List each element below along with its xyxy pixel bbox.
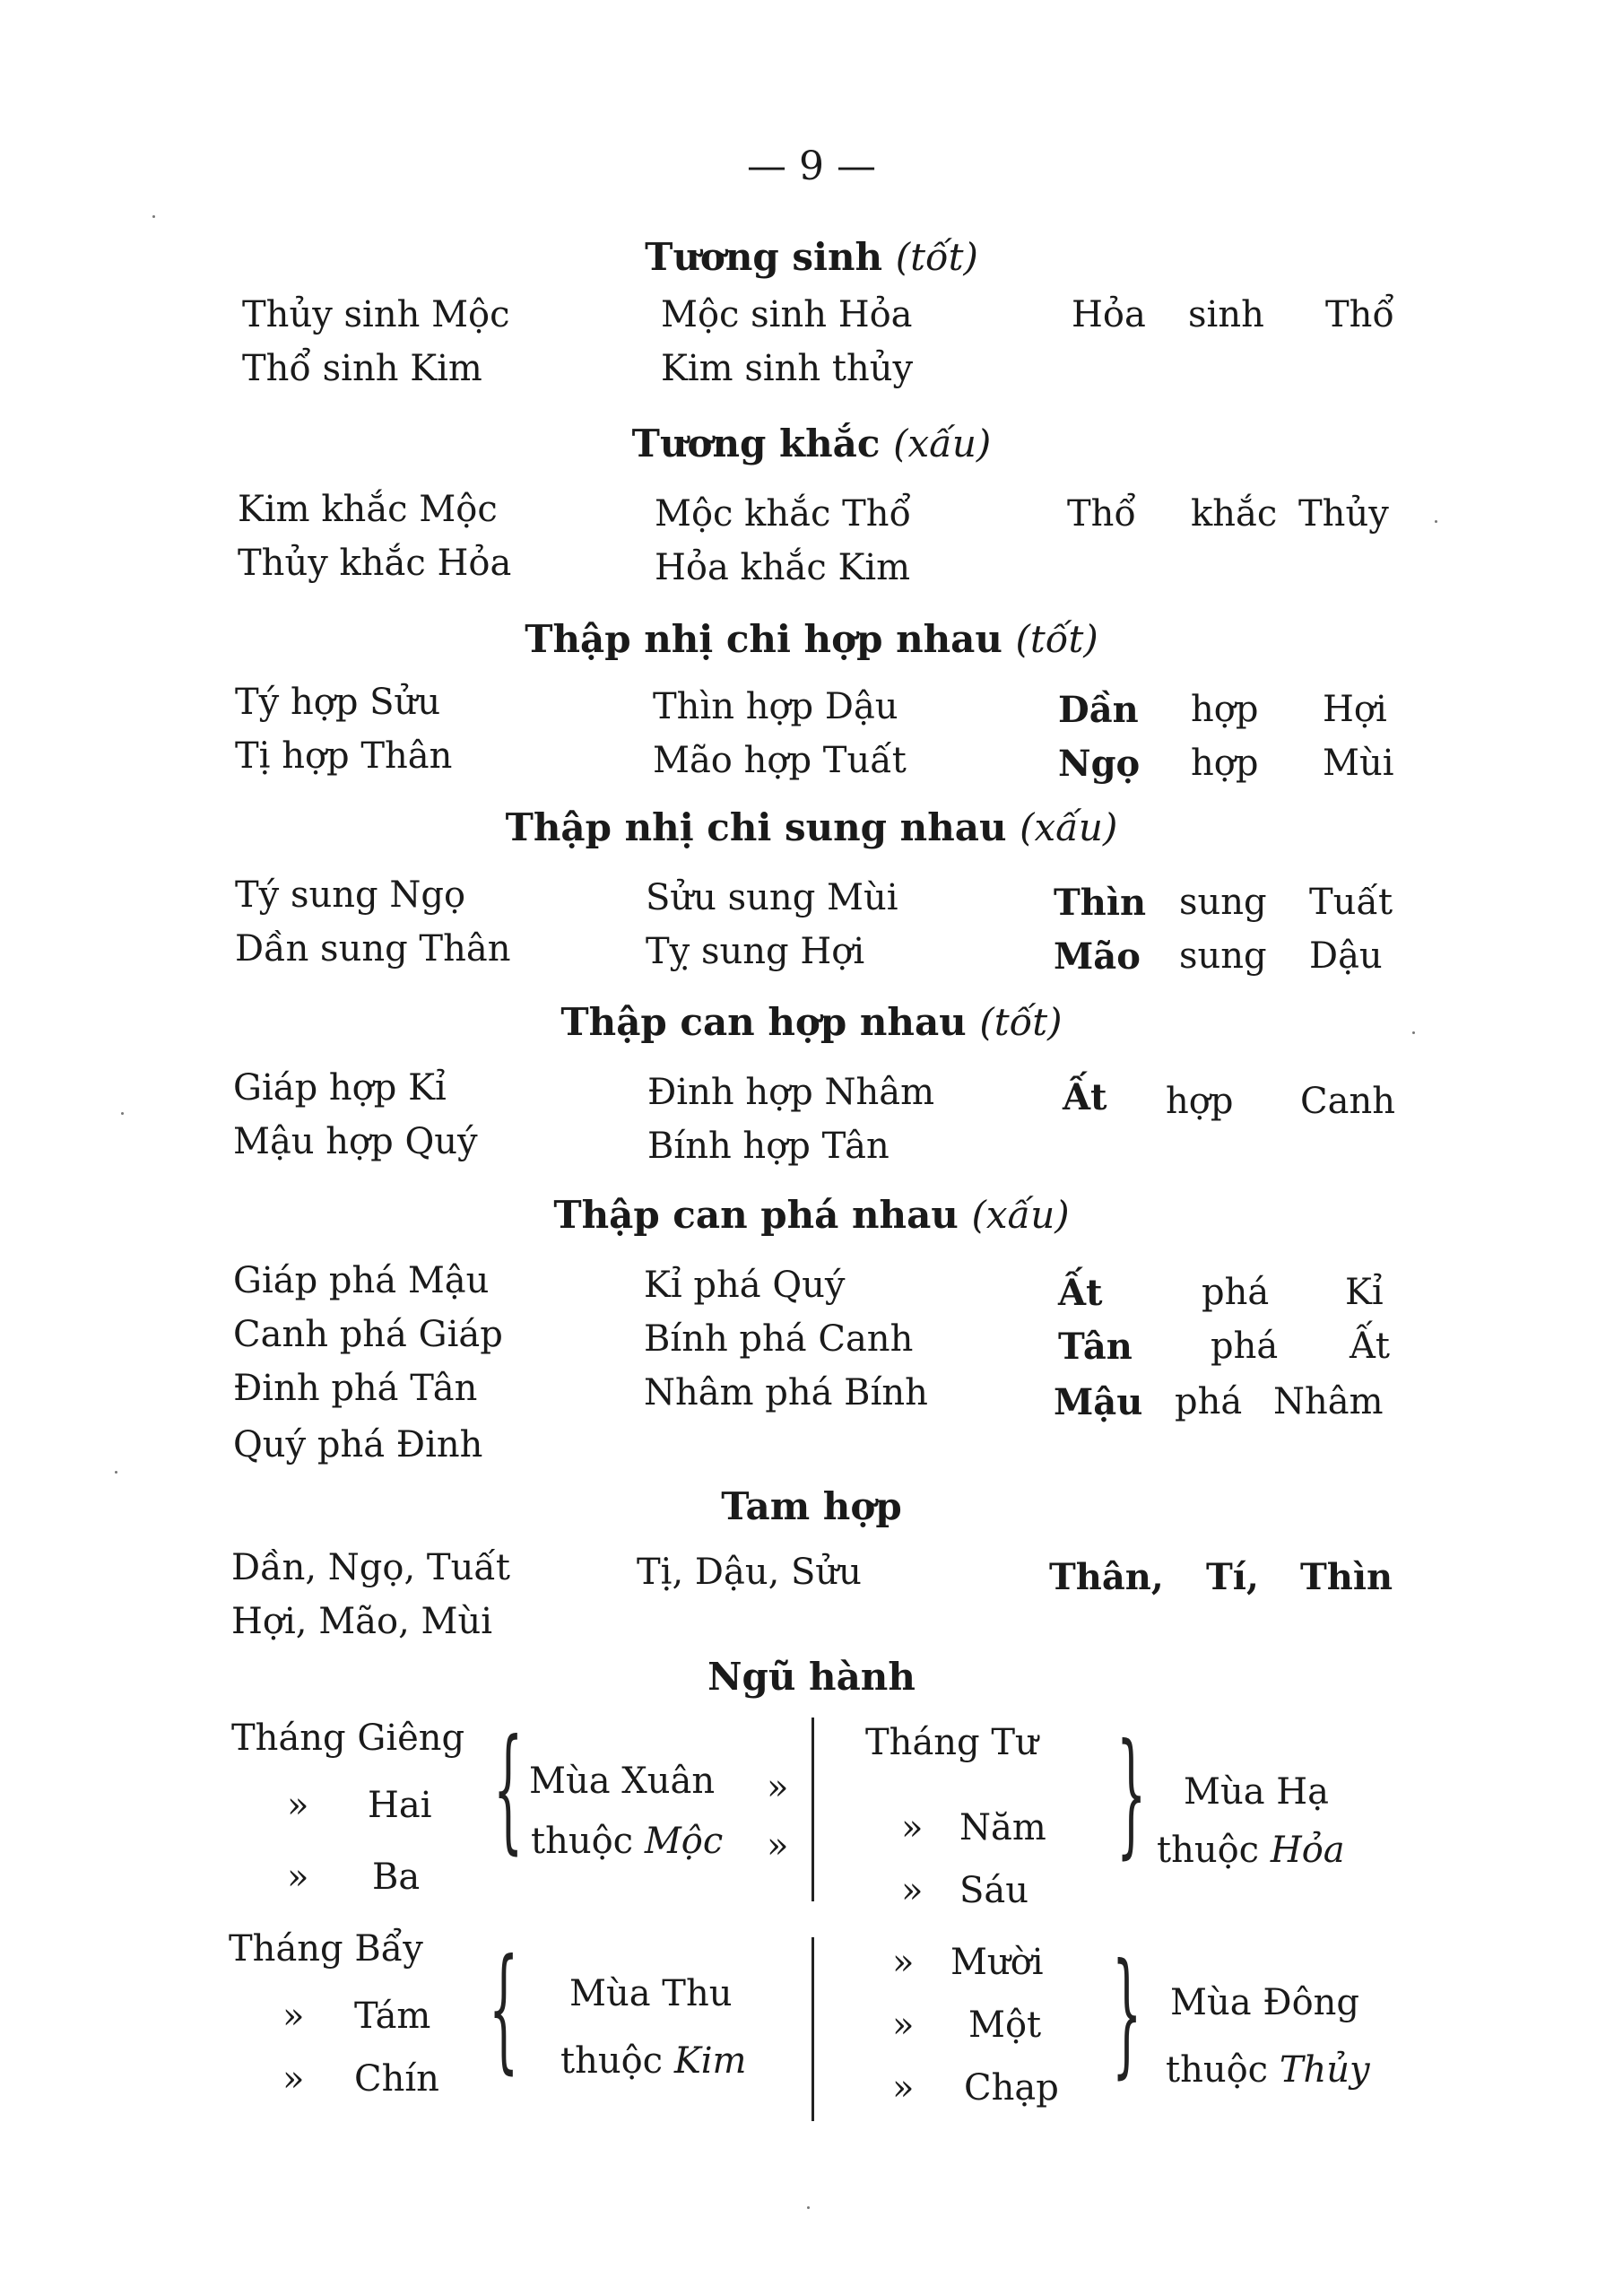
month-label: Hai [368, 1785, 432, 1826]
text-line: Giáp hợp Kỉ [233, 1067, 447, 1109]
season-label: Mùa Xuân [529, 1761, 716, 1802]
text-line: Mộc sinh Hỏa [661, 294, 913, 335]
text-word: Tân [1058, 1326, 1133, 1368]
scan-speck [807, 2206, 810, 2209]
month-label: Tháng Bẩy [229, 1928, 423, 1970]
text-word: Hỏa [1072, 294, 1146, 335]
text-line: Giáp phá Mậu [233, 1260, 490, 1301]
heading-tuong-khac: Tương khắc (xấu) [631, 422, 992, 465]
text-word: Mùi [1323, 743, 1394, 784]
column-rule [812, 1937, 814, 2121]
ditto-mark: » [892, 2005, 915, 2046]
text-line: Hỏa khắc Kim [655, 547, 911, 588]
text-line: Mậu hợp Quý [233, 1121, 478, 1162]
text-word: sung [1179, 882, 1267, 923]
text-line: Kim khắc Mộc [238, 489, 498, 530]
text-line: Dần sung Thân [235, 928, 511, 970]
text-word: Tuất [1309, 882, 1393, 923]
month-label: Ba [372, 1857, 421, 1898]
heading-chi-hop: Thập nhị chi hợp nhau (tốt) [525, 617, 1098, 661]
scan-speck [121, 1112, 124, 1115]
text-word: hợp [1166, 1081, 1234, 1122]
text-word: Mão [1054, 935, 1141, 978]
text-word: sinh [1188, 294, 1264, 335]
text-word: Ất [1350, 1326, 1390, 1367]
month-label: Mười [950, 1942, 1044, 1983]
text-line: Nhâm phá Bính [644, 1372, 928, 1413]
text-line: Kim sinh thủy [661, 348, 914, 389]
text-word: Thổ [1325, 294, 1394, 335]
element-label: thuộc Mộc [531, 1821, 724, 1862]
ditto-mark: » [892, 1942, 915, 1983]
brace-right: } [1116, 1716, 1147, 1872]
text-word: phá [1202, 1272, 1270, 1313]
text-line: Bính hợp Tân [647, 1126, 890, 1167]
brace-right: } [1112, 1935, 1142, 2092]
ditto-mark: » [901, 1807, 924, 1848]
text-line: Tỵ sung Hợi [646, 931, 865, 972]
element-label: thuộc Kim [560, 2040, 747, 2082]
text-line: Sửu sung Mùi [646, 877, 898, 918]
heading-chi-sung: Thập nhị chi sung nhau (xấu) [505, 805, 1118, 849]
ditto-mark: » [282, 2058, 305, 2100]
text-word: sung [1179, 935, 1267, 977]
ditto-mark: » [767, 1767, 789, 1808]
text-line: Bính phá Canh [644, 1318, 914, 1360]
ditto-mark: » [892, 2067, 915, 2109]
text-line: Thủy khắc Hỏa [238, 543, 512, 584]
text-word: Ất [1058, 1272, 1103, 1314]
text-word: Ngọ [1058, 743, 1141, 785]
ditto-mark: » [287, 1857, 309, 1898]
month-label: Sáu [959, 1870, 1029, 1911]
text-line: Tý sung Ngọ [235, 874, 466, 916]
text-line: Tị, Dậu, Sửu [637, 1552, 862, 1593]
column-rule [812, 1718, 814, 1901]
text-word: Kỉ [1345, 1272, 1384, 1313]
text-word: Tí, [1206, 1556, 1259, 1598]
text-line: Tý hợp Sửu [235, 682, 441, 723]
month-label: Tám [354, 1996, 431, 2037]
heading-tuong-sinh: Tương sinh (tốt) [645, 235, 978, 279]
text-line: Mão hợp Tuất [653, 740, 907, 781]
ditto-mark: » [767, 1825, 789, 1866]
brace-left: { [493, 1711, 524, 1867]
scan-speck [115, 1471, 117, 1474]
ditto-mark: » [901, 1870, 924, 1911]
text-line: Đinh hợp Nhâm [647, 1072, 935, 1113]
month-label: Một [968, 2005, 1042, 2046]
text-word: Dậu [1309, 935, 1383, 977]
text-word: Hợi [1323, 689, 1387, 730]
season-label: Mùa Hạ [1184, 1771, 1330, 1813]
text-line: Thổ sinh Kim [242, 348, 482, 389]
text-word: Mậu [1054, 1381, 1143, 1423]
month-label: Tháng Tư [865, 1722, 1038, 1763]
heading-tam-hop: Tam hợp [721, 1484, 902, 1528]
heading-can-hop: Thập can hợp nhau (tốt) [560, 1000, 1063, 1044]
text-line: Đinh phá Tân [233, 1368, 478, 1409]
month-label: Tháng Giêng [231, 1718, 465, 1759]
text-line: Thìn hợp Dậu [653, 686, 898, 727]
text-line: Canh phá Giáp [233, 1314, 503, 1355]
element-label: thuộc Hỏa [1157, 1830, 1345, 1871]
heading-can-pha: Thập can phá nhau (xấu) [553, 1193, 1070, 1237]
text-word: khắc [1191, 493, 1278, 535]
text-word: phá [1211, 1326, 1279, 1367]
brace-left: { [489, 1931, 519, 2087]
scan-speck [1412, 1031, 1415, 1034]
text-word: hợp [1191, 689, 1259, 730]
element-label: thuộc Thủy [1166, 2049, 1370, 2091]
text-line: Tị hợp Thân [235, 735, 453, 777]
heading-ngu-hanh: Ngũ hành [707, 1655, 916, 1699]
text-word: Canh [1300, 1081, 1395, 1122]
text-line: Quý phá Đinh [233, 1424, 483, 1465]
text-word: phá [1175, 1381, 1243, 1422]
season-label: Mùa Đông [1170, 1982, 1360, 2023]
text-word: Nhâm [1273, 1381, 1384, 1422]
text-word: Thủy [1298, 493, 1389, 535]
scan-speck [152, 215, 155, 218]
text-line: Hợi, Mão, Mùi [231, 1601, 493, 1642]
text-word: Dần [1058, 689, 1139, 731]
month-label: Chạp [964, 2067, 1059, 2109]
season-label: Mùa Thu [569, 1973, 733, 2014]
text-word: Ất [1063, 1076, 1107, 1118]
ditto-mark: » [287, 1785, 309, 1826]
scan-speck [1435, 520, 1437, 523]
text-word: Thổ [1067, 493, 1136, 535]
page-number: — 9 — [747, 144, 876, 189]
text-word: Thân, [1049, 1556, 1164, 1598]
text-line: Dần, Ngọ, Tuất [231, 1547, 510, 1588]
ditto-mark: » [282, 1996, 305, 2037]
text-word: Thìn [1054, 882, 1147, 924]
text-line: Mộc khắc Thổ [655, 493, 912, 535]
text-line: Thủy sinh Mộc [242, 294, 510, 335]
month-label: Năm [959, 1807, 1046, 1848]
text-word: Thìn [1300, 1556, 1393, 1598]
text-word: hợp [1191, 743, 1259, 784]
month-label: Chín [354, 2058, 439, 2100]
text-line: Kỉ phá Quý [644, 1265, 846, 1306]
